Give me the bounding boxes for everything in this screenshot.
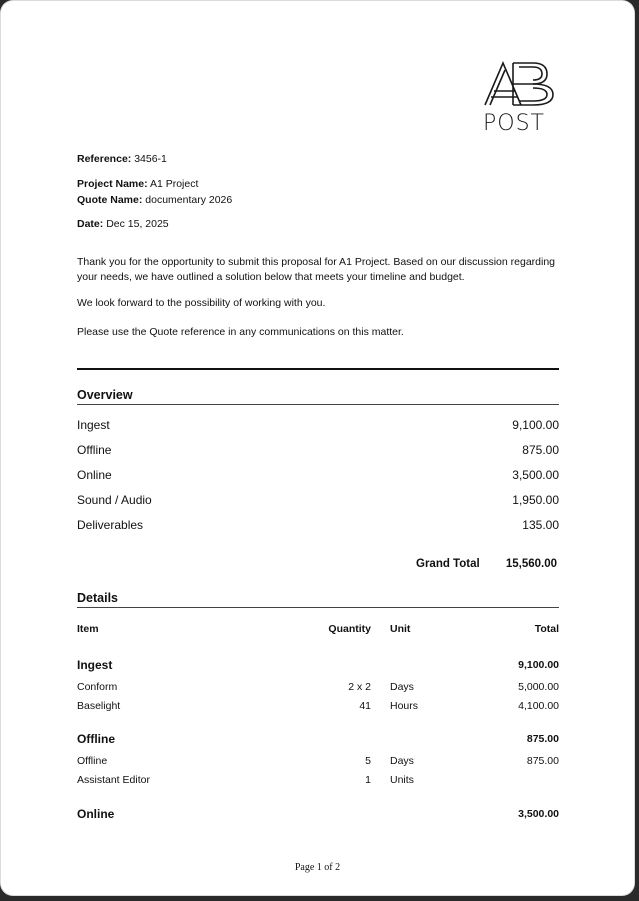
logo-wordmark: POST bbox=[483, 111, 545, 136]
detail-item: Baselight bbox=[77, 700, 121, 712]
page-number: Page 1 of 2 bbox=[294, 862, 341, 873]
detail-quantity: 5 bbox=[365, 755, 371, 767]
detail-total: 875.00 bbox=[526, 755, 559, 767]
grand-total-value: 15,560.00 bbox=[505, 558, 557, 570]
details-title: Details bbox=[77, 591, 118, 605]
detail-unit: Units bbox=[390, 774, 414, 786]
date-value: Dec 15, 2025 bbox=[106, 218, 169, 230]
detail-total: 4,100.00 bbox=[518, 700, 559, 712]
overview-row-value: 135.00 bbox=[522, 518, 559, 532]
overview-row bbox=[77, 418, 559, 434]
group-total: 9,100.00 bbox=[518, 659, 559, 671]
overview-row-value: 9,100.00 bbox=[512, 418, 559, 432]
reference-note-paragraph: Please use the Quote reference in any communications on this matter. bbox=[77, 326, 404, 338]
overview-row bbox=[77, 493, 559, 509]
reference-label: Reference: bbox=[77, 153, 132, 165]
group-name: Offline bbox=[77, 732, 115, 746]
reference-line bbox=[77, 152, 167, 167]
quote-value: documentary 2026 bbox=[145, 194, 233, 206]
overview-row bbox=[77, 443, 559, 459]
detail-unit: Days bbox=[390, 681, 414, 693]
grand-total-label: Grand Total bbox=[416, 558, 480, 570]
detail-unit: Hours bbox=[390, 700, 419, 712]
detail-item: Offline bbox=[77, 755, 108, 767]
overview-row-label: Sound / Audio bbox=[77, 493, 152, 507]
overview-row-value: 875.00 bbox=[522, 443, 559, 457]
column-header-total: Total bbox=[534, 623, 559, 635]
date-label: Date: bbox=[77, 218, 104, 230]
group-total: 3,500.00 bbox=[518, 808, 559, 820]
date-line bbox=[77, 217, 169, 232]
project-value: A1 Project bbox=[149, 178, 199, 190]
ab-monogram-icon bbox=[481, 59, 555, 111]
detail-total: 5,000.00 bbox=[518, 681, 559, 693]
group-name: Online bbox=[77, 807, 115, 821]
column-header-quantity: Quantity bbox=[328, 623, 371, 635]
overview-row bbox=[77, 468, 559, 484]
document-page bbox=[1, 1, 634, 895]
intro-paragraph: Thank you for the opportunity to submit this proposal for A1 Project. Based on our discussion regarding your needs, we have outlined a solution below that meets your timeline and budget. bbox=[77, 256, 556, 283]
detail-unit: Days bbox=[390, 755, 414, 767]
overview-row-label: Online bbox=[77, 468, 112, 482]
overview-row-label: Ingest bbox=[77, 418, 110, 432]
detail-quantity: 41 bbox=[359, 700, 371, 712]
overview-row-label: Offline bbox=[77, 443, 112, 457]
overview-row-label: Deliverables bbox=[77, 518, 144, 532]
overview-row-value: 3,500.00 bbox=[512, 468, 559, 482]
project-label: Project Name: bbox=[77, 178, 148, 190]
detail-quantity: 1 bbox=[365, 774, 371, 786]
group-name: Ingest bbox=[77, 658, 113, 672]
details-underline bbox=[77, 607, 559, 608]
reference-value: 3456-1 bbox=[134, 153, 167, 165]
section-divider bbox=[77, 368, 559, 370]
group-total: 875.00 bbox=[526, 733, 559, 745]
overview-row bbox=[77, 518, 559, 534]
project-line bbox=[77, 177, 198, 192]
closing-paragraph: We look forward to the possibility of working with you. bbox=[77, 297, 326, 309]
detail-item: Conform bbox=[77, 681, 118, 693]
quote-label: Quote Name: bbox=[77, 194, 143, 206]
overview-underline bbox=[77, 404, 559, 405]
overview-title: Overview bbox=[77, 388, 133, 402]
quote-line bbox=[77, 193, 232, 208]
detail-quantity: 2 x 2 bbox=[348, 681, 371, 693]
column-header-item: Item bbox=[77, 623, 99, 635]
column-header-unit: Unit bbox=[390, 623, 411, 635]
overview-row-value: 1,950.00 bbox=[512, 493, 559, 507]
detail-item: Assistant Editor bbox=[77, 774, 150, 786]
